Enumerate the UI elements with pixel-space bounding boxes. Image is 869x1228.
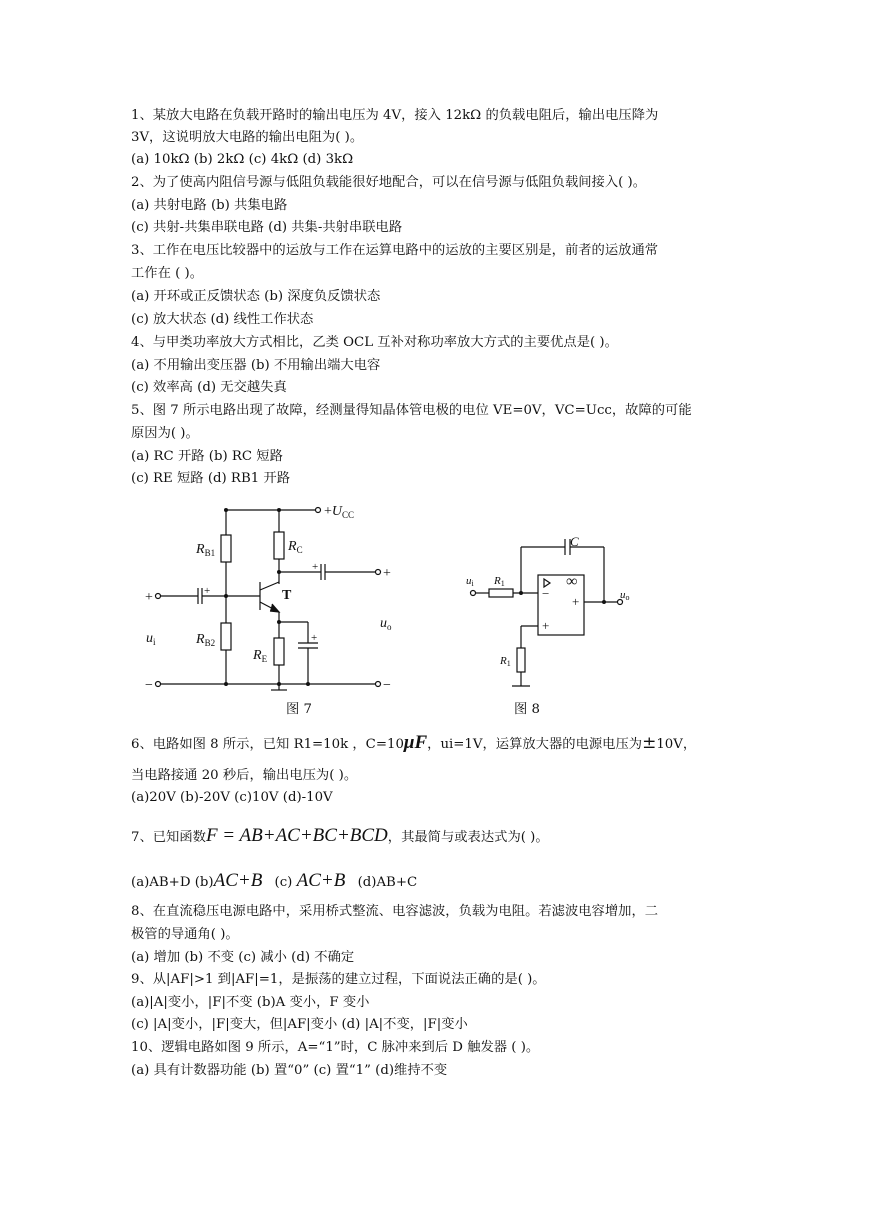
fig7-rb2: R: [196, 632, 205, 647]
q3-opt2: (c) 放大状态 (d) 线性工作状态: [131, 312, 314, 327]
fig8-c-label: C: [570, 534, 579, 549]
fig7-re: R: [253, 648, 262, 663]
fig7-cap-in-plus: +: [204, 585, 211, 597]
fig7-vcc-plus: +: [324, 504, 332, 519]
q10-line1: 10、逻辑电路如图 9 所示，A=“1”时，C 脉冲来到后 D 触发器 ( )。: [131, 1040, 540, 1055]
fig7-rb2-sub: B2: [204, 638, 216, 648]
figure-7-caption: 图 7: [286, 702, 312, 717]
fig8-infinity: ∞: [566, 573, 578, 590]
q8-options: (a) 增加 (b) 不变 (c) 减小 (d) 不确定: [131, 950, 355, 965]
q6-line2: 当电路接通 20 秒后，输出电压为( )。: [131, 768, 358, 783]
fig8-minus: −: [542, 586, 550, 601]
svg-text:RB2: [195, 632, 215, 648]
fig7-uo-sub: o: [387, 622, 392, 632]
fig7-ui: u: [146, 631, 153, 646]
svg-text:uo: [380, 616, 392, 632]
fig7-cap-e-plus: +: [311, 632, 318, 644]
q8-line1: 8、在直流稳压电源电路中，采用桥式整流、电容滤波，负载为电阻。若滤波电容增加，二: [131, 904, 659, 919]
q7-prefix: 7、已知函数: [131, 830, 206, 845]
q7-line1: [131, 823, 549, 851]
fig7-input-plus: +: [145, 590, 153, 605]
q8-line2: 极管的导通角( )。: [131, 927, 239, 942]
q2-line1: 2、为了使高内阻信号源与低阻负载能很好地配合，可以在信号源与低阻负载间接入( )。: [131, 175, 647, 190]
q7-formula: F = AB+AC+BC+BCD: [205, 825, 388, 846]
fig8-r1-top: R: [494, 575, 501, 587]
q1-line2: 3V，这说明放大电路的输出电阻为( )。: [131, 130, 364, 145]
fig8-plus-in: +: [542, 618, 550, 633]
q6-text-b: ，ui=1V，运算放大器的电源电压为: [427, 737, 643, 752]
fig8-ui: u: [466, 575, 472, 587]
q6-options: (a)20V (b)-20V (c)10V (d)-10V: [131, 790, 333, 805]
q1-line1: 1、某放大电路在负载开路时的输出电压为 4V，接入 12kΩ 的负载电阻后，输出电压降为: [131, 108, 659, 123]
q4-opt2: (c) 效率高 (d) 无交越失真: [131, 380, 287, 395]
svg-text:ui: [466, 575, 475, 588]
svg-text:uo: [620, 589, 630, 602]
svg-text:R1: [499, 655, 511, 668]
q4-line1: 4、与甲类功率放大方式相比，乙类 OCL 互补对称功率放大方式的主要优点是( )。: [131, 335, 618, 350]
q7-opt-c-formula: AC+B: [296, 870, 346, 891]
q6-plusminus: ±: [642, 733, 657, 753]
q7-options: [131, 868, 417, 896]
q9-opt2: (c) |A|变小，|F|变大，但|AF|变小 (d) |A|不变，|F|变小: [131, 1017, 468, 1032]
q7-opt-d: (d)AB+C: [357, 875, 418, 890]
fig7-rb1: R: [196, 542, 205, 557]
q6-text-c: 10V，: [656, 737, 697, 752]
fig7-output-plus: +: [383, 566, 391, 581]
fig8-ui-sub: i: [471, 579, 474, 588]
svg-text:RC: [287, 539, 303, 555]
fig8-plus-out: +: [572, 594, 580, 609]
fig7-vcc-sub: CC: [342, 510, 355, 520]
q2-opt1: (a) 共射电路 (b) 共集电路: [131, 198, 288, 213]
fig7-rc-sub: C: [296, 545, 303, 555]
fig7-rc: R: [288, 539, 297, 554]
q1-options: (a) 10kΩ (b) 2kΩ (c) 4kΩ (d) 3kΩ: [131, 152, 354, 167]
figure-8-caption: 图 8: [514, 702, 540, 717]
q9-opt1: (a)|A|变小，|F|不变 (b)A 变小，F 变小: [131, 995, 370, 1010]
q3-line2: 工作在 ( )。: [131, 266, 204, 281]
fig8-uo-sub: o: [625, 593, 630, 602]
q7-opt-c: (c): [274, 875, 293, 890]
fig7-ui-sub: i: [153, 637, 156, 647]
q7-opt-b-formula: AC+B: [213, 870, 263, 891]
svg-text:ui: [146, 631, 156, 647]
q5-line1: 5、图 7 所示电路出现了故障，经测量得知晶体管电极的电位 VE=0V，VC=Ucc，故障的可能: [131, 403, 692, 418]
q7-suffix: ，其最简与或表达式为( )。: [387, 830, 549, 845]
fig7-vcc-u: U: [331, 504, 343, 519]
q4-opt1: (a) 不用输出变压器 (b) 不用输出端大电容: [131, 358, 381, 373]
fig8-r1-bottom-sub: 1: [506, 659, 511, 668]
q10-options: (a) 具有计数器功能 (b) 置“0” (c) 置“1” (d)维持不变: [131, 1063, 448, 1078]
q9-line1: 9、从|AF|>1 到|AF|=1，是振荡的建立过程，下面说法正确的是( )。: [131, 972, 546, 987]
fig7-rb1-sub: B1: [204, 548, 216, 558]
q3-opt1: (a) 开环或正反馈状态 (b) 深度负反馈状态: [131, 289, 381, 304]
fig7-transistor-label: T: [282, 588, 292, 603]
figure-8-circuit: [462, 530, 652, 695]
svg-text:R1: [493, 575, 505, 588]
q6-line1: [131, 733, 696, 755]
q6-mu: μF: [403, 732, 428, 753]
svg-text:RB1: [195, 542, 215, 558]
svg-text:+UCC: [324, 504, 354, 520]
fig7-input-minus: −: [145, 678, 153, 693]
q5-opt1: (a) RC 开路 (b) RC 短路: [131, 449, 283, 464]
q5-opt2: (c) RE 短路 (d) RB1 开路: [131, 471, 290, 486]
fig8-uo: u: [620, 589, 626, 601]
q6-text-a: 6、电路如图 8 所示，已知 R1=10k ，C=10: [131, 737, 404, 752]
figure-7-circuit: [140, 498, 410, 698]
fig7-re-sub: E: [261, 654, 268, 664]
fig7-cap-out-plus: +: [312, 561, 319, 573]
q3-line1: 3、工作在电压比较器中的运放与工作在运算电路中的运放的主要区别是，前者的运放通常: [131, 243, 659, 258]
fig8-r1-top-sub: 1: [500, 579, 505, 588]
svg-text:RE: [252, 648, 268, 664]
q2-opt2: (c) 共射-共集串联电路 (d) 共集-共射串联电路: [131, 220, 403, 235]
fig8-r1-bottom: R: [500, 655, 507, 667]
q7-opt-a: (a)AB+D (b): [131, 875, 214, 890]
fig7-uo: u: [380, 616, 387, 631]
fig7-output-minus: −: [383, 678, 391, 693]
q5-line2: 原因为( )。: [131, 426, 199, 441]
